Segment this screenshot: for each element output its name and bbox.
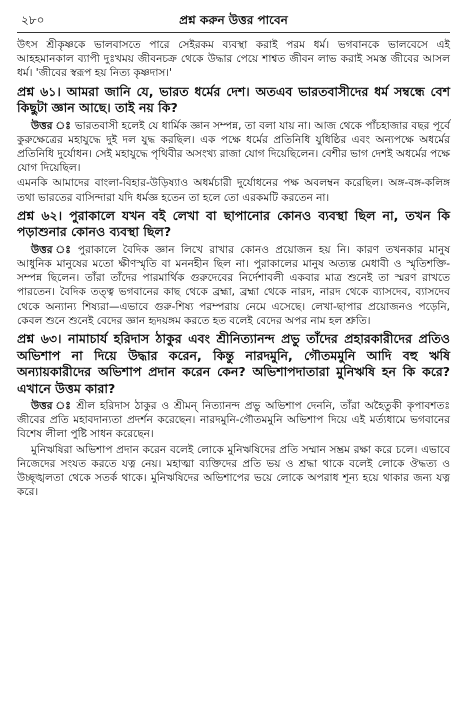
- answer-63: [17, 399, 450, 442]
- question-63: [17, 331, 450, 397]
- page-number: ২৮০: [21, 13, 45, 27]
- answer-63-paragraph-2: মুনিঋষিরা অভিশাপ প্রদান করেন বলেই লোকে মুনিঋষিদের প্রতি সম্মান সম্ভ্রম রক্ষা করে চলে। এভাবে নিজেদের সংযত করতে যত্ন নেয়। মহাত্মা ব্যক্তিদের প্রতি ভয় ও শ্রদ্ধা থাকে বলেই লোকে ঔদ্ধত্য ও উচ্ছৃঙ্খলতা থেকে সতর্ক থাকে। মুনিঋষিদের অভিশাপের ভয়ে লোকে অপরাধ শূন্য হয়ে থাকার জন্য যত্ন করে।: [17, 443, 450, 499]
- question-62-label: প্রশ্ন ৬২।: [17, 207, 63, 223]
- answer-62-label: উত্তর ঃ: [31, 243, 74, 256]
- page-header: [17, 8, 450, 33]
- question-61: [17, 84, 450, 117]
- answer-62: [17, 243, 450, 328]
- question-61-label: প্রশ্ন ৬১।: [17, 83, 61, 99]
- answer-61-paragraph-2: এমনকি আমাদের বাংলা-বিহার-উড়িষ্যাও অধর্মচারী দুর্যোধনের পক্ষ অবলম্বন করেছিল। অঙ্গ-বঙ্গ-কলিঙ্গ তথা ভারতের বাসিন্দারা যদি ধর্মজ্ঞ হতেন তা হলে তো এরকমটি করতেন না।: [17, 177, 450, 204]
- answer-61-label: উত্তর ঃ: [31, 119, 71, 132]
- question-63-text: নামাচার্য হরিদাস ঠাকুর এবং শ্রীনিত্যানন্দ প্রভু তাঁদের প্রহারকারীদের প্রতিও অভিশাপ না দিয়ে উদ্ধার করেন, কিন্তু নারদমুনি, গৌতমমুনি আদি বহু ঋষি অন্যায়কারীদের অভিশাপ প্রদান করেন কেন? অভিশাপদাতারা মুনিঋষি হন কি করে? এখানে উত্তম কারা?: [17, 331, 450, 396]
- answer-62-text: পুরাকালে বৈদিক জ্ঞান লিখে রাখার কোনও প্রয়োজন হয় নি। কারণ তখনকার মানুষ আধুনিক মানুষের মতো ক্ষীণস্মৃতি বা মননহীন ছিল না। পুরাকালের মানুষ অত্যন্ত মেধাবী ও স্মৃতিশক্তি-সম্পন্ন ছিলেন। তাঁরা তাঁদের পারমার্থিক গুরুদেবের নির্দেশাবলী একবার মাত্র শুনেই তা স্মরণ রাখতে পারতেন। বৈদিক তত্ত্ব ভগবানের কাছ থেকে ব্রহ্মা, ব্রহ্মা থেকে নারদ, নারদ থেকে ব্যাসদেব, ব্যাসদেব থেকে অন্যান্য শিষ্যরা—এভাবে গুরু-শিষ্য পরম্পরায় নেমে এসেছে। লেখা-ছাপার প্রয়োজনও পড়েনি, কেবল শুনে শুনেই বেদের জ্ঞান হৃদয়ঙ্গম করতে হত বলেই বেদের অপর নাম হল শ্রুতি।: [17, 243, 450, 327]
- answer-61-text: ভারতবাসী হলেই যে ধার্মিক জ্ঞান সম্পন্ন, তা বলা যায় না। আজ থেকে পাঁচহাজার বছর পূর্বে কুরুক্ষেত্রের মহাযুদ্ধে দুই দল যুদ্ধ করছিল। এক পক্ষে ধর্মের প্রতিনিধি যুধিষ্ঠির এবং অন্যপক্ষে অধর্মের প্রতিনিধি দুর্যোধন। সেই মহাযুদ্ধে পৃথিবীর অসংখ্য রাজা যোগ দিয়েছিলেন। বেশীর ভাগ দেশই অধর্মের পক্ষে যোগ দিয়েছিল।: [17, 119, 450, 175]
- intro-paragraph: উৎস শ্রীকৃষ্ণকে ভালবাসতে পারে সেইরকম ব্যবস্থা করাই পরম ধর্ম। ভগবানকে ভালবেসে এই আহহমানকাল ব্যাপী দুঃখময় জীবনচক্র থেকে উদ্ধার পেয়ে শাশ্বত জীবন লাভ করাই সমস্ত জীবের আসল ধর্ম। 'জীবের স্বরূপ হয় নিত্য কৃষ্ণদাস।': [17, 39, 450, 80]
- question-61-text: আমরা জানি যে, ভারত ধর্মের দেশ। অতএব ভারতবাসীদের ধর্ম সম্বন্ধে বেশ কিছুটা জ্ঞান আছে। তাই নয় কি?: [17, 83, 450, 116]
- question-62-text: পুরাকালে যখন বই লেখা বা ছাপানোর কোনও ব্যবস্থা ছিল না, তখন কি পড়াশুনার কোনও ব্যবস্থা ছিল?: [17, 207, 450, 240]
- running-title: প্রশ্ন করুন উত্তর পাবেন: [179, 13, 288, 27]
- question-62: [17, 208, 450, 241]
- question-63-label: প্রশ্ন ৬৩।: [17, 331, 62, 347]
- answer-63-text: শ্রীল হরিদাস ঠাকুর ও শ্রীমন্ নিত্যানন্দ প্রভু অভিশাপ দেননি, তাঁরা অহৈতুকী কৃপাবশতঃ জীবের প্রতি মহাবদান্যতা প্রদর্শন করেছেন। নারদমুনি-গৌতমমুনি অভিশাপ দিয়ে এই মর্ত্যধামে ভগবানের বিশেষ লীলা পুষ্টি সাধন করেছেন।: [17, 400, 450, 441]
- answer-61: [17, 119, 450, 176]
- answer-63-label: উত্তর ঃ: [31, 400, 73, 413]
